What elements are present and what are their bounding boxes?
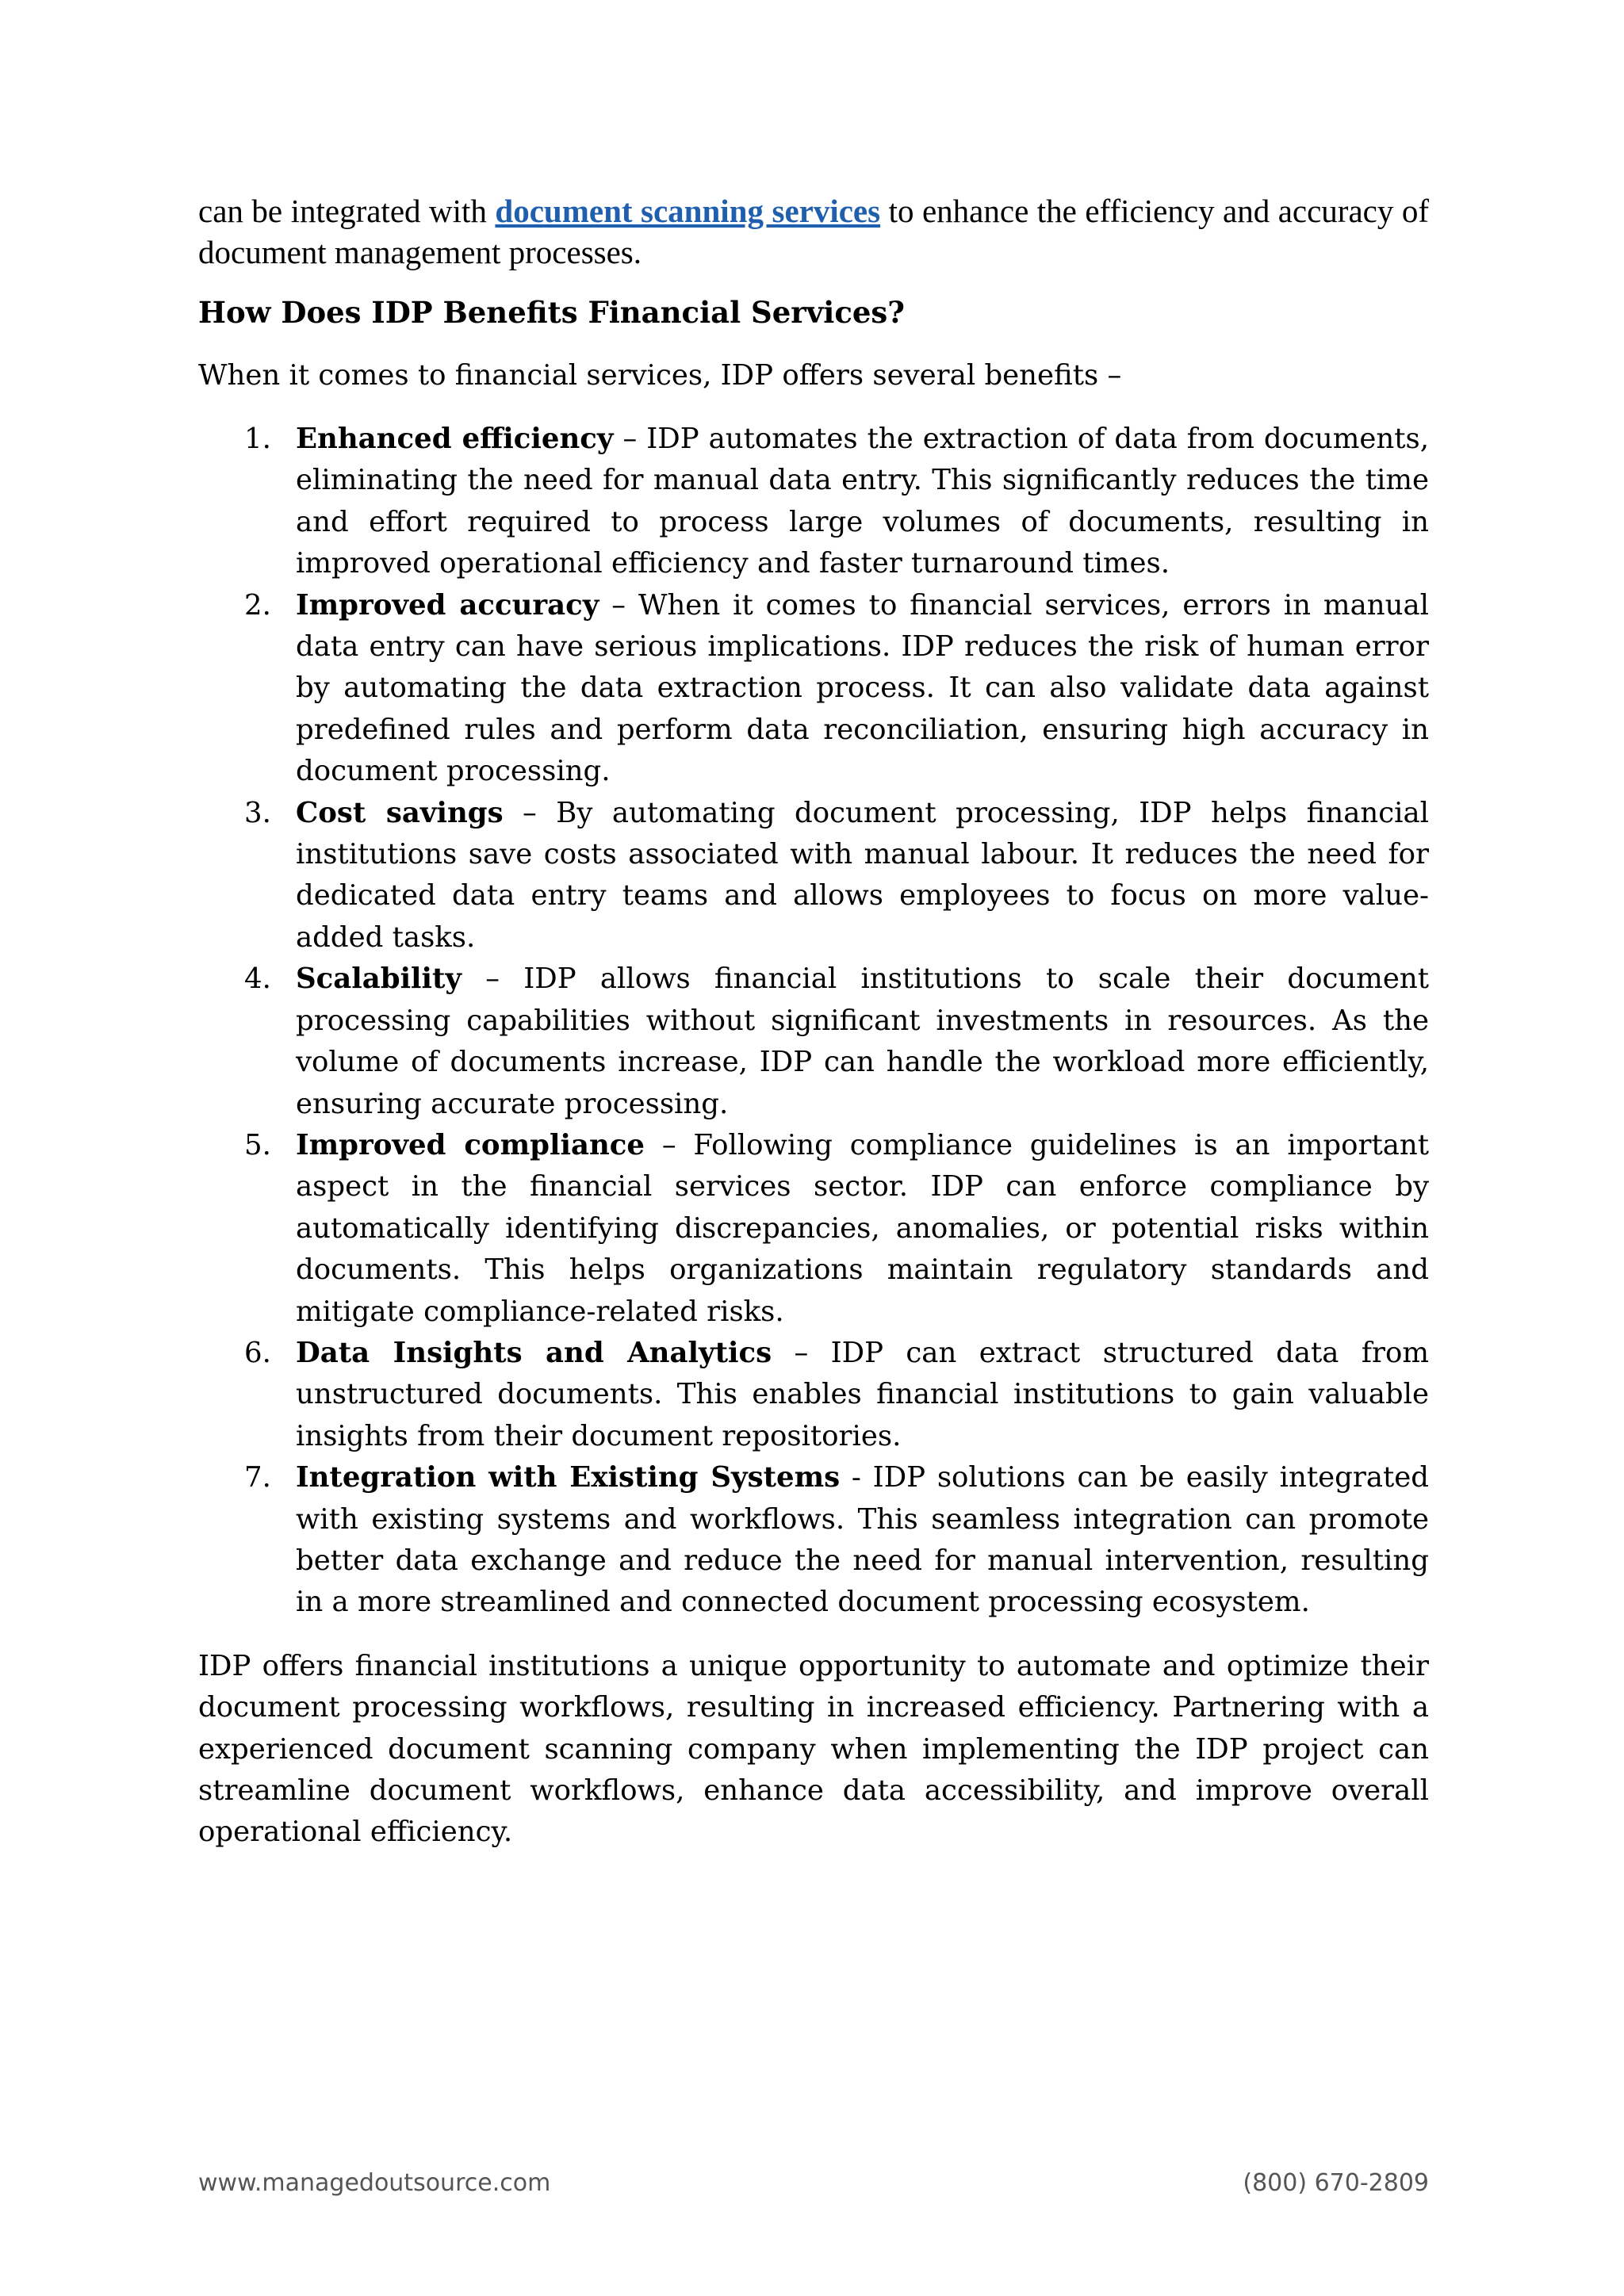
list-item-title: Scalability	[296, 962, 462, 996]
list-item	[198, 959, 1429, 1125]
list-item-text: – When it comes to financial services, errors in manual data entry can have serious implications. IDP reduces the risk of human error by automating the data extraction process. It can also validate data against predefined rules and perform data reconciliation, ensuring high accuracy in document processing.	[296, 588, 1429, 788]
list-item	[198, 1333, 1429, 1457]
lead-paragraph: When it comes to financial services, IDP offers several benefits –	[198, 359, 1122, 392]
list-item-title: Improved compliance	[296, 1128, 645, 1161]
list-item-text: – IDP automates the extraction of data from documents, eliminating the need for manual data entry. This significantly reduces the time and effort required to process large volumes of documents, resulting in improved operational efficiency and faster turnaround times.	[296, 423, 1430, 580]
benefits-list	[198, 419, 1429, 1624]
list-item-text: - IDP solutions can be easily integrated with existing systems and workflows. This seamless integration can promote better data exchange and reduce the need for manual intervention, resulting in a more streamlined and connected document processing ecosystem.	[296, 1461, 1429, 1619]
list-item-number: 7.	[244, 1461, 271, 1494]
closing-paragraph: IDP offers financial institutions a unique opportunity to automate and optimize their document processing workflows, resulting in increased efficiency. Partnering with a experienced document scanning company when implementing the IDP project can streamline document workflows, enhance data accessibility, and improve overall operational efficiency.	[198, 1649, 1429, 1849]
list-item-text: – IDP allows financial institutions to scale their document processing capabilities without significant investments in resources. As the volume of documents increase, IDP can handle the workload more efficiently, ensuring accurate processing.	[296, 962, 1429, 1120]
list-item-title: Enhanced efficiency	[296, 423, 614, 455]
document-scanning-services-link[interactable]: document scanning services	[495, 193, 881, 229]
list-item-title: Integration with Existing Systems	[296, 1461, 841, 1494]
list-item-number: 2.	[244, 588, 271, 622]
footer-website: www.managedoutsource.com	[198, 2169, 551, 2197]
intro-text-after-link: to enhance the efficiency and accuracy of document management processes.	[198, 193, 1430, 270]
list-item	[198, 585, 1429, 793]
section-heading: How Does IDP Benefits Financial Services?	[198, 295, 905, 330]
list-item-title: Cost savings	[296, 796, 504, 829]
list-item-number: 5.	[244, 1128, 271, 1161]
list-item	[198, 1125, 1429, 1333]
list-item-title: Data Insights and Analytics	[296, 1336, 772, 1369]
list-item-number: 1.	[244, 423, 271, 455]
list-item-number: 3.	[244, 796, 271, 829]
list-item-text: – IDP can extract structured data from unstructured documents. This enables financial institutions to gain valuable insights from their document repositories.	[296, 1336, 1429, 1452]
list-item-title: Improved accuracy	[296, 588, 599, 622]
document-page	[198, 190, 1429, 1854]
list-item-text: – By automating document processing, IDP helps financial institutions save costs associated with manual labour. It reduces the need for dedicated data entry teams and allows employees to focus on more value-added tasks.	[296, 796, 1429, 954]
list-item	[198, 793, 1429, 959]
list-item-text: – Following compliance guidelines is an important aspect in the financial services sector. IDP can enforce compliance by automatically identifying discrepancies, anomalies, or potential risks within documents. This helps organizations maintain regulatory standards and mitigate compliance-related risks.	[296, 1128, 1429, 1328]
list-item-number: 4.	[244, 962, 271, 996]
list-item	[198, 419, 1429, 585]
footer-phone: (800) 670-2809	[1243, 2169, 1429, 2197]
intro-paragraph	[198, 190, 1429, 273]
list-item-number: 6.	[244, 1336, 271, 1369]
intro-text-before-link: can be integrated with	[198, 193, 496, 229]
list-item	[198, 1457, 1429, 1624]
